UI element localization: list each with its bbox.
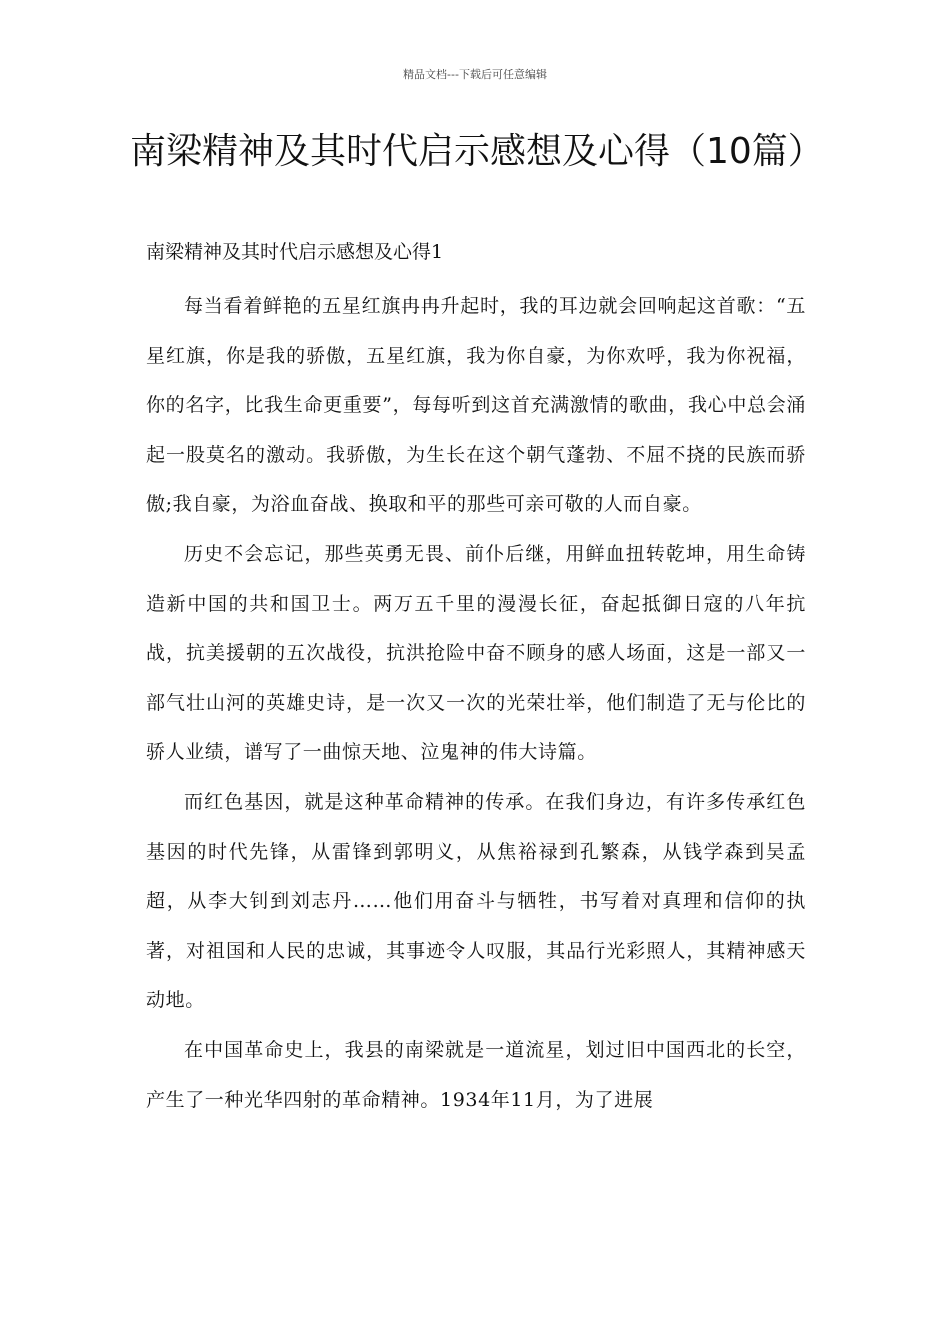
paragraph-1: 每当看着鲜艳的五星红旗冉冉升起时，我的耳边就会回响起这首歌：“五星红旗，你是我的骄傲，五星红旗，我为你自豪，为你欢呼，我为你祝福，你的名字，比我生命更重要”，每每听到这首充满激情的歌曲，我心中总会涌起一股莫名的激动。我骄傲，为生长在这个朝气蓬勃、不屈不挠的民族而骄傲;我自豪，为浴血奋战、换取和平的那些可亲可敬的人而自豪。 (146, 295, 806, 516)
document-title: 南梁精神及其时代启示感想及心得（10篇） (130, 131, 824, 172)
section-heading: 南梁精神及其时代启示感想及心得1 (146, 241, 444, 263)
document-header-note: 精品文档---下载后可任意编辑 (403, 68, 547, 81)
paragraph-4: 在中国革命史上，我县的南梁就是一道流星，划过旧中国西北的长空，产生了一种光华四射的革命精神。1934年11月，为了进展 (146, 1038, 806, 1111)
document-body (146, 282, 806, 1125)
paragraph-2: 历史不会忘记，那些英勇无畏、前仆后继，用鲜血扭转乾坤，用生命铸造新中国的共和国卫士。两万五千里的漫漫长征，奋起抵御日寇的八年抗战，抗美援朝的五次战役，抗洪抢险中奋不顾身的感人场面，这是一部又一部气壮山河的英雄史诗，是一次又一次的光荣壮举，他们制造了无与伦比的骄人业绩，谱写了一曲惊天地、泣鬼神的伟大诗篇。 (146, 542, 806, 764)
paragraph-3: 而红色基因，就是这种革命精神的传承。在我们身边，有许多传承红色基因的时代先锋，从雷锋到郭明义，从焦裕禄到孔繁森，从钱学森到吴孟超，从李大钊到刘志丹……他们用奋斗与牺牲，书写着对真理和信仰的执著，对祖国和人民的忠诚，其事迹令人叹服，其品行光彩照人，其精神感天动地。 (146, 790, 806, 1012)
